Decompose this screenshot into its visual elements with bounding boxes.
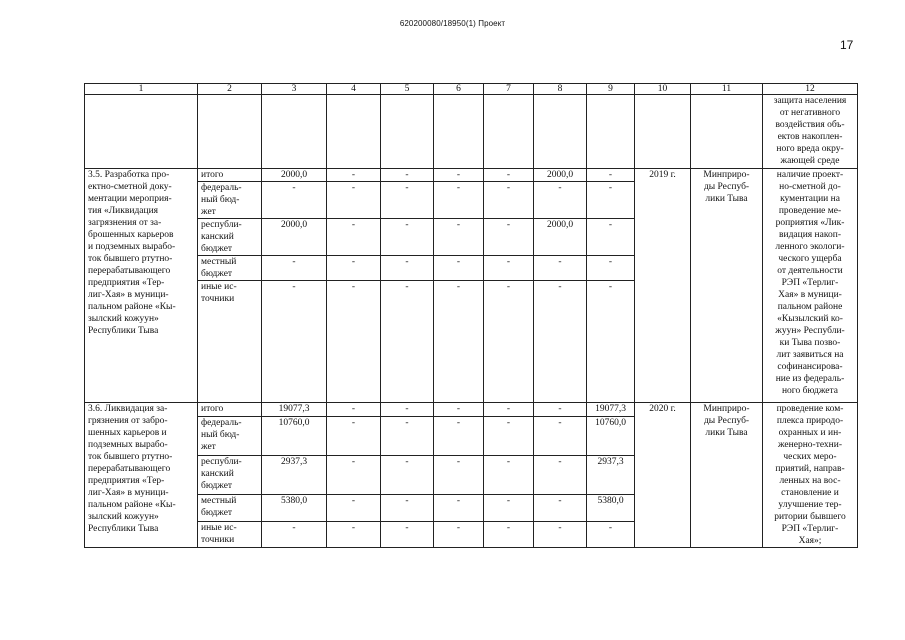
amount-cell: -: [262, 256, 327, 281]
col-header: 3: [262, 84, 327, 95]
amount-cell: -: [327, 416, 381, 455]
amount-cell: -: [484, 521, 534, 547]
amount-cell: 2000,0: [262, 169, 327, 182]
expected-result-cell: наличие проект- но-сметной до- кументации на проведение ме- роприятия «Лик- видация накоп- ленного экологи- ческого ущерба от деятельности РЭП «Терлиг- Хая» в муници- пальном районе «Кызылский ко- жуун» Республи- ки Тыва позво- лит заявиться на софинансирова- ние из федераль- ного бюджета: [763, 169, 858, 403]
col-header: 6: [434, 84, 484, 95]
amount-cell: -: [434, 169, 484, 182]
amount-cell: -: [434, 256, 484, 281]
amount-cell: -: [484, 256, 534, 281]
amount-cell: -: [534, 403, 587, 417]
funding-source: иные ис- точники: [198, 521, 262, 547]
activity-title: 3.5. Разработка про- ектно-сметной доку- ментации мероприя- тия «Ликвидация загрязнения от за- брошенных карьеров и подземных вырабо- ток бывшего ртутно- перерабатывающего предприятия «Тер- лиг-Хая» в муници- пальном районе «Кы- зылский кожуун» Республики Тыва: [85, 169, 198, 403]
col-header: 7: [484, 84, 534, 95]
amount-cell: -: [327, 521, 381, 547]
amount-cell: -: [262, 521, 327, 547]
amount-cell: 2000,0: [262, 219, 327, 256]
col-header: 8: [534, 84, 587, 95]
amount-cell: -: [262, 281, 327, 403]
amount-cell: -: [484, 455, 534, 494]
amount-cell: -: [587, 281, 635, 403]
amount-cell: -: [434, 416, 484, 455]
amount-cell: 19077,3: [262, 403, 327, 417]
amount-cell: -: [327, 403, 381, 417]
expected-result-cell: проведение ком- плекса природо- охранных и ин- женерно-техни- ческих меро- приятий, направ- ленных на вос- становление и улучшение тер- ритории бывшего РЭП «Терлиг- Хая»;: [763, 403, 858, 548]
amount-cell: -: [381, 256, 434, 281]
col-header: 2: [198, 84, 262, 95]
funding-source: иные ис- точники: [198, 281, 262, 403]
amount-cell: -: [534, 256, 587, 281]
col-header: 1: [85, 84, 198, 95]
amount-cell: -: [327, 455, 381, 494]
amount-cell: -: [587, 521, 635, 547]
amount-cell: -: [484, 403, 534, 417]
amount-cell: -: [587, 169, 635, 182]
amount-cell: 2937,3: [262, 455, 327, 494]
amount-cell: -: [484, 169, 534, 182]
amount-cell: 19077,3: [587, 403, 635, 417]
funding-source: местный бюджет: [198, 256, 262, 281]
amount-cell: -: [327, 281, 381, 403]
amount-cell: -: [484, 182, 534, 219]
funding-table: [84, 83, 858, 548]
amount-cell: -: [381, 403, 434, 417]
amount-cell: -: [534, 182, 587, 219]
amount-cell: -: [381, 521, 434, 547]
funding-source: республи- канский бюджет: [198, 455, 262, 494]
year-cell: 2020 г.: [635, 403, 691, 548]
amount-cell: -: [381, 169, 434, 182]
year-cell: 2019 г.: [635, 169, 691, 403]
amount-cell: -: [484, 416, 534, 455]
amount-cell: -: [434, 182, 484, 219]
activity-title: 3.6. Ликвидация за- грязнения от забро- шенных карьеров и подземных вырабо- ток бывшего ртутно- перерабатывающего предприятия «Тер- лиг-Хая» в муници- пальном районе «Кы- зылский кожуун» Республики Тыва: [85, 403, 198, 548]
page-number: 17: [840, 38, 854, 52]
funding-source: местный бюджет: [198, 495, 262, 521]
amount-cell: -: [381, 416, 434, 455]
amount-cell: -: [434, 281, 484, 403]
amount-cell: 5380,0: [262, 495, 327, 521]
amount-cell: -: [534, 416, 587, 455]
col-header: 11: [691, 84, 763, 95]
amount-cell: -: [587, 219, 635, 256]
amount-cell: -: [327, 219, 381, 256]
col-header: 5: [381, 84, 434, 95]
col-header: 10: [635, 84, 691, 95]
amount-cell: -: [327, 256, 381, 281]
amount-cell: -: [381, 495, 434, 521]
amount-cell: -: [484, 495, 534, 521]
amount-cell: -: [534, 281, 587, 403]
amount-cell: -: [534, 455, 587, 494]
amount-cell: -: [381, 281, 434, 403]
funding-source: республи- канский бюджет: [198, 219, 262, 256]
amount-cell: -: [434, 495, 484, 521]
col-header: 4: [327, 84, 381, 95]
amount-cell: 2000,0: [534, 219, 587, 256]
funding-source: итого: [198, 403, 262, 417]
col-header: 9: [587, 84, 635, 95]
executor-cell: Минприро- ды Респуб- лики Тыва: [691, 169, 763, 403]
table-row: [85, 169, 858, 182]
amount-cell: -: [327, 495, 381, 521]
amount-cell: -: [534, 521, 587, 547]
executor-cell: Минприро- ды Респуб- лики Тыва: [691, 403, 763, 548]
amount-cell: -: [381, 219, 434, 256]
amount-cell: 5380,0: [587, 495, 635, 521]
col-header: 12: [763, 84, 858, 95]
continuation-row: [85, 95, 858, 169]
amount-cell: -: [381, 182, 434, 219]
amount-cell: -: [434, 455, 484, 494]
amount-cell: 10760,0: [587, 416, 635, 455]
result-continuation: защита населения от негативного воздействия объ- ектов накоплен- ного вреда окру- жающей среде: [763, 95, 858, 169]
amount-cell: -: [327, 169, 381, 182]
funding-source: итого: [198, 169, 262, 182]
funding-source: федераль- ный бюд- жет: [198, 416, 262, 455]
funding-source: федераль- ный бюд- жет: [198, 182, 262, 219]
amount-cell: -: [587, 256, 635, 281]
amount-cell: -: [262, 182, 327, 219]
amount-cell: -: [434, 403, 484, 417]
amount-cell: -: [484, 219, 534, 256]
column-number-row: [85, 84, 858, 95]
amount-cell: -: [381, 455, 434, 494]
amount-cell: 2000,0: [534, 169, 587, 182]
amount-cell: 2937,3: [587, 455, 635, 494]
amount-cell: -: [434, 219, 484, 256]
document-reference: 620200080/18950(1) Проект: [399, 19, 506, 28]
table-row: [85, 403, 858, 417]
amount-cell: -: [587, 182, 635, 219]
amount-cell: -: [327, 182, 381, 219]
amount-cell: -: [534, 495, 587, 521]
amount-cell: -: [434, 521, 484, 547]
amount-cell: -: [484, 281, 534, 403]
amount-cell: 10760,0: [262, 416, 327, 455]
